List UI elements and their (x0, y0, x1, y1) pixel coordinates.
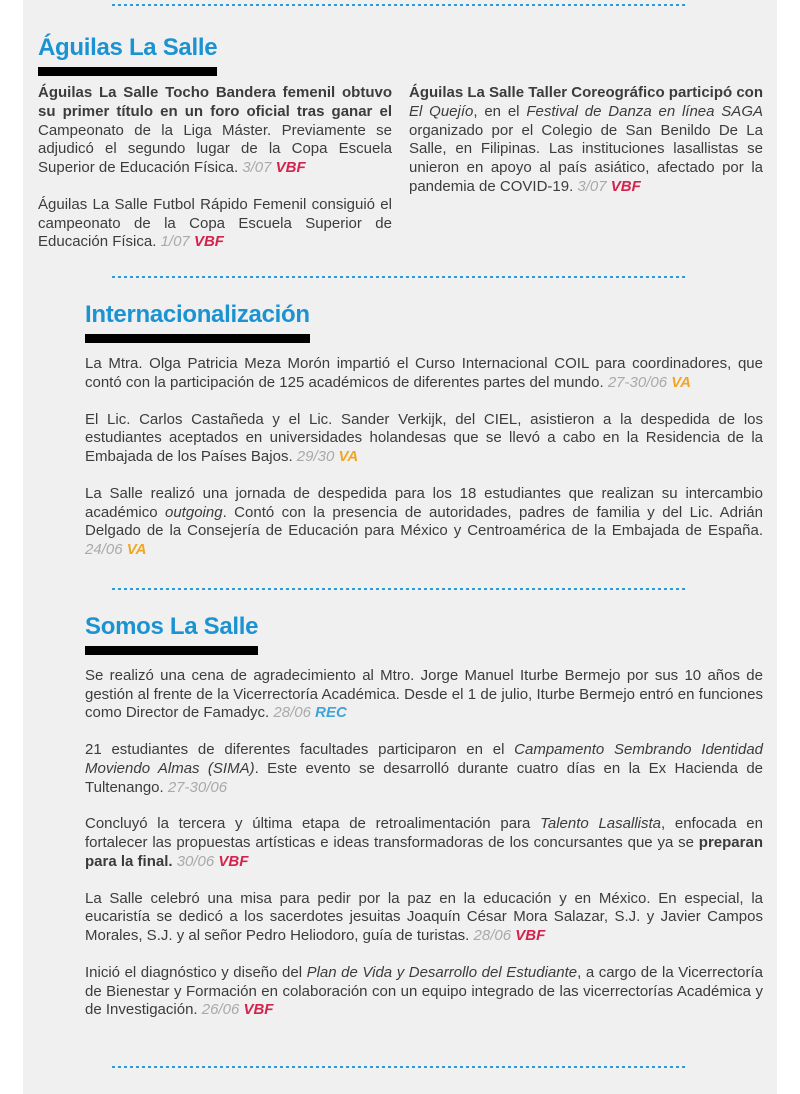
text-segment: , en el (473, 102, 527, 120)
attribution-code: VA (338, 448, 359, 465)
attribution-code: VBF (193, 233, 224, 251)
section-header (85, 300, 310, 343)
text-segment: Águilas La Salle Futbol Rápido Femenil consiguió el campeonato de la Copa Escuela Superior de Educación Física. (38, 195, 392, 251)
attribution-code: REC (315, 704, 347, 722)
text-segment: preparan para la final. (85, 834, 763, 870)
paragraph (85, 964, 763, 1020)
text-segment: Talento Lasallista (540, 815, 661, 833)
paragraph (409, 84, 763, 197)
paragraph (38, 196, 392, 252)
title-underline-bar (85, 334, 310, 343)
text-segment: La Salle realizó una jornada de despedida para los 18 estudiantes que realizan su intercambio académico (85, 484, 763, 521)
section-title: Águilas La Salle (38, 34, 218, 61)
text-segment: Festival de Danza en línea SAGA (526, 102, 763, 120)
two-column-text (38, 84, 763, 252)
section-internacionalizacion (23, 278, 777, 560)
attribution-code: VBF (610, 177, 641, 195)
text-segment: . Este evento se desarrolló durante cuatro días en la Ex Hacienda de Tultenango. (85, 759, 763, 796)
date-stamp: 24/06 (85, 541, 127, 558)
date-stamp: 29/30 (296, 448, 339, 465)
section-title: Internacionalización (85, 301, 310, 328)
text-segment: 21 estudiantes de diferentes facultades participaron en el (85, 741, 515, 758)
attribution-code: VBF (515, 927, 546, 944)
attribution-code: VA (126, 541, 147, 558)
paragraph (38, 84, 392, 178)
text-segment: outgoing (165, 503, 223, 521)
separator-dashed-line-bottom (112, 1066, 688, 1068)
section-title: Somos La Salle (85, 612, 259, 640)
text-segment: , enfocada en fortalecer las propuestas artísticas e ideas transformadoras de los concursantes que ya se (85, 815, 763, 851)
text-segment: Campeonato de la Liga Máster. Previamente se adjudicó el segundo lugar de la Copa Escuela Superior de Educación Física. (38, 121, 392, 176)
paragraph (85, 741, 763, 797)
date-stamp: 27-30/06 (167, 778, 228, 796)
attribution-code: VBF (218, 852, 249, 870)
text-segment: organizado por el Colegio de San Benildo De La Salle, en Filipinas. Las instituciones lasallistas se unieron en apoyo al país asiático, afectado por la pandemia de COVID-19. (409, 121, 763, 195)
right-column (409, 84, 763, 252)
date-stamp: 27-30/06 (607, 373, 672, 391)
paragraph (85, 815, 763, 871)
text-segment: Águilas La Salle Taller Coreográfico participó con (409, 84, 763, 101)
text-segment: Concluyó la tercera y última etapa de retroalimentación para (85, 815, 541, 833)
title-underline-bar (38, 67, 217, 76)
section-somos-la-salle (23, 590, 777, 1020)
section-header (38, 33, 217, 76)
date-stamp: 28/06 (473, 927, 516, 944)
paragraph (85, 890, 763, 946)
paragraph (85, 355, 763, 393)
date-stamp: 1/07 (160, 233, 194, 251)
attribution-code: VA (671, 373, 691, 391)
newsletter-page (23, 0, 777, 1094)
section-aguilas-la-salle (23, 6, 777, 252)
text-segment: La Salle celebró una misa para pedir por la paz en la educación y en México. En especial, la eucaristía se dedicó a los sacerdotes jesuitas Joaquín César Mora Salazar, S.J. y Javier Campos Morales, S.J. y al señor Pedro Heliodoro, guía de turistas. (85, 889, 763, 944)
date-stamp: 26/06 (201, 1001, 244, 1019)
text-segment: La Mtra. Olga Patricia Meza Morón impartió el Curso Internacional COIL para coordinadores, que contó con la participación de 125 académicos de diferentes partes del mundo. (85, 355, 763, 391)
text-segment: Inició el diagnóstico y diseño del (85, 963, 307, 981)
section-body (85, 355, 763, 560)
attribution-code: VBF (275, 159, 306, 176)
paragraph (85, 411, 763, 467)
date-stamp: 30/06 (176, 852, 219, 870)
text-segment: El Quejío (409, 102, 474, 120)
text-segment: Plan de Vida y Desarrollo del Estudiante (306, 963, 578, 981)
text-segment: . Contó con la presencia de autoridades, padres de familia y del Lic. Adrián Delgado de la Consejería de Educación para México y Centroamérica de la Embajada de España. (85, 503, 763, 540)
left-column (38, 84, 392, 252)
section-body (85, 667, 763, 1020)
text-segment: Campamento Sembrando Identidad Moviendo Almas (SIMA) (85, 741, 764, 777)
date-stamp: 3/07 (577, 177, 611, 195)
text-segment: Águilas La Salle Tocho Bandera femenil obtuvo su primer título en un foro oficial tras ganar el (38, 84, 392, 120)
title-underline-bar (85, 646, 258, 655)
attribution-code: VBF (243, 1001, 274, 1019)
date-stamp: 28/06 (273, 704, 316, 722)
text-segment: , a cargo de la Vicerrectoría de Bienestar y Formación en colaboración con un equipo integrado de las vicerrectorías Académica y de Investigación. (85, 963, 763, 1019)
text-segment: El Lic. Carlos Castañeda y el Lic. Sander Verkijk, del CIEL, asistieron a la despedida de los estudiantes aceptados en universidades holandesas que se llevó a cabo en la Residencia de la Embajada de los Países Bajos. (85, 410, 763, 465)
text-segment: Se realizó una cena de agradecimiento al Mtro. Jorge Manuel Iturbe Bermejo por sus 10 años de gestión al frente de la Vicerrectoría Académica. Desde el 1 de julio, Iturbe Bermejo entró en funciones como Director de Famadyc. (85, 666, 763, 722)
paragraph (85, 667, 763, 723)
paragraph (85, 485, 763, 560)
section-header (85, 612, 258, 655)
date-stamp: 3/07 (242, 159, 276, 176)
